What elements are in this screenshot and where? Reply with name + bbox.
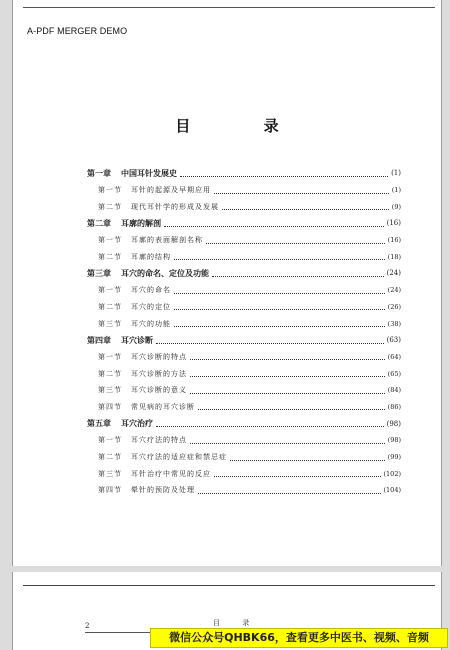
entry-title: 耳穴诊断的特点 bbox=[131, 352, 187, 361]
dot-leader bbox=[156, 343, 384, 344]
dot-leader bbox=[222, 209, 389, 210]
entry-label bbox=[98, 402, 195, 412]
page-number: 2 bbox=[85, 622, 90, 630]
entry-title: 耳廓的解剖 bbox=[121, 217, 161, 228]
entry-number: 第二节 bbox=[98, 369, 122, 378]
dot-leader bbox=[206, 243, 385, 244]
entry-number: 第二节 bbox=[98, 202, 122, 211]
entry-number: 第三节 bbox=[98, 469, 122, 478]
entry-number: 第四章 bbox=[87, 334, 111, 345]
entry-number: 第三章 bbox=[87, 267, 111, 278]
toc-section-entry bbox=[87, 182, 401, 199]
entry-page: (16) bbox=[386, 219, 401, 228]
entry-title: 现代耳针学的形成及发展 bbox=[131, 202, 219, 211]
dot-leader bbox=[174, 326, 385, 327]
entry-label bbox=[98, 469, 211, 479]
entry-number: 第五章 bbox=[87, 418, 111, 429]
entry-page: (98) bbox=[386, 419, 401, 428]
entry-title: 常见病的耳穴诊断 bbox=[131, 402, 195, 411]
dot-leader bbox=[212, 276, 384, 277]
toc-section-entry bbox=[87, 198, 401, 215]
demo-watermark: A-PDF MERGER DEMO bbox=[27, 26, 128, 36]
header-rule bbox=[23, 7, 435, 8]
entry-label bbox=[98, 252, 171, 262]
toc-section-entry bbox=[87, 299, 401, 316]
toc-section-entry bbox=[87, 482, 401, 499]
entry-title: 耳穴的命名 bbox=[131, 286, 171, 295]
entry-label bbox=[98, 485, 195, 495]
toc-section-entry bbox=[87, 399, 401, 416]
dot-leader bbox=[174, 293, 385, 294]
toc-section-entry bbox=[87, 232, 401, 249]
dot-leader bbox=[156, 426, 384, 427]
dot-leader bbox=[230, 460, 385, 461]
entry-page: (24) bbox=[387, 286, 401, 295]
dot-leader bbox=[174, 309, 385, 310]
entry-title: 中国耳针发展史 bbox=[121, 167, 177, 178]
entry-page: (98) bbox=[387, 436, 401, 445]
table-of-contents bbox=[87, 165, 401, 499]
entry-page: (38) bbox=[387, 319, 401, 328]
entry-label bbox=[87, 335, 153, 346]
entry-number: 第三节 bbox=[98, 386, 122, 395]
entry-label bbox=[98, 302, 171, 312]
dot-leader bbox=[174, 259, 385, 260]
entry-page: (86) bbox=[387, 402, 401, 411]
dot-leader bbox=[198, 493, 381, 494]
toc-section-entry bbox=[87, 349, 401, 366]
entry-number: 第一节 bbox=[98, 436, 122, 445]
entry-title: 耳穴诊断的意义 bbox=[131, 386, 187, 395]
entry-number: 第一节 bbox=[98, 352, 122, 361]
header-rule bbox=[23, 585, 435, 586]
entry-page: (99) bbox=[387, 453, 401, 462]
toc-section-entry bbox=[87, 382, 401, 399]
entry-title: 耳穴的功能 bbox=[131, 319, 171, 328]
entry-page: (102) bbox=[383, 469, 401, 478]
dot-leader bbox=[190, 443, 385, 444]
entry-page: (9) bbox=[391, 202, 401, 211]
toc-chapter-entry bbox=[87, 165, 401, 182]
entry-label bbox=[87, 268, 209, 279]
entry-number: 第二节 bbox=[98, 453, 122, 462]
entry-label bbox=[98, 352, 187, 362]
dot-leader bbox=[214, 193, 389, 194]
entry-page: (16) bbox=[387, 236, 401, 245]
entry-number: 第三节 bbox=[98, 319, 122, 328]
entry-label bbox=[98, 319, 171, 329]
toc-section-entry bbox=[87, 449, 401, 466]
entry-label bbox=[98, 385, 187, 395]
toc-section-entry bbox=[87, 365, 401, 382]
entry-title: 耳穴治疗 bbox=[121, 418, 153, 429]
dot-leader bbox=[214, 476, 381, 477]
entry-title: 耳针的起源及早期应用 bbox=[131, 186, 211, 195]
promo-banner: 微信公众号QHBK66，查看更多中医书、视频、音频 bbox=[150, 628, 448, 648]
entry-page: (64) bbox=[387, 352, 401, 361]
entry-label bbox=[98, 435, 187, 445]
entry-title: 耳廓的表面解剖名称 bbox=[131, 236, 203, 245]
entry-number: 第二节 bbox=[98, 302, 122, 311]
toc-chapter-entry bbox=[87, 215, 401, 232]
dot-leader bbox=[198, 409, 385, 410]
toc-section-entry bbox=[87, 315, 401, 332]
entry-title: 耳穴诊断 bbox=[121, 334, 153, 345]
entry-label bbox=[98, 235, 203, 245]
entry-page: (26) bbox=[387, 302, 401, 311]
entry-number: 第二章 bbox=[87, 217, 111, 228]
document-page bbox=[12, 0, 442, 566]
entry-number: 第一节 bbox=[98, 186, 122, 195]
entry-title: 耳廓的结构 bbox=[131, 252, 171, 261]
entry-page: (1) bbox=[391, 186, 401, 195]
entry-number: 第一章 bbox=[87, 167, 111, 178]
entry-label bbox=[87, 418, 153, 429]
entry-title: 晕针的预防及处理 bbox=[131, 486, 195, 495]
dot-leader bbox=[190, 393, 385, 394]
toc-chapter-entry bbox=[87, 332, 401, 349]
toc-section-entry bbox=[87, 248, 401, 265]
entry-title: 耳穴疗法的特点 bbox=[131, 436, 187, 445]
entry-page: (104) bbox=[383, 486, 401, 495]
entry-number: 第一节 bbox=[98, 286, 122, 295]
entry-number: 第四节 bbox=[98, 402, 122, 411]
entry-title: 耳穴诊断的方法 bbox=[131, 369, 187, 378]
entry-label bbox=[98, 185, 211, 195]
entry-page: (63) bbox=[386, 336, 401, 345]
entry-label bbox=[98, 285, 171, 295]
entry-label bbox=[87, 168, 177, 179]
entry-title: 耳穴疗法的适应症和禁忌症 bbox=[131, 453, 227, 462]
toc-chapter-entry bbox=[87, 265, 401, 282]
entry-page: (65) bbox=[387, 369, 401, 378]
running-title: 目 录 bbox=[213, 619, 260, 627]
toc-section-entry bbox=[87, 465, 401, 482]
dot-leader bbox=[190, 376, 385, 377]
entry-title: 耳穴的命名、定位及功能 bbox=[121, 267, 209, 278]
entry-title: 耳穴的定位 bbox=[131, 302, 171, 311]
entry-label bbox=[87, 218, 161, 229]
toc-section-entry bbox=[87, 282, 401, 299]
entry-page: (18) bbox=[387, 252, 401, 261]
dot-leader bbox=[180, 176, 388, 177]
entry-number: 第四节 bbox=[98, 486, 122, 495]
entry-label bbox=[98, 369, 187, 379]
toc-title: 目 录 bbox=[175, 117, 313, 135]
toc-chapter-entry bbox=[87, 415, 401, 432]
entry-number: 第二节 bbox=[98, 252, 122, 261]
entry-label bbox=[98, 452, 227, 462]
toc-section-entry bbox=[87, 432, 401, 449]
dot-leader bbox=[190, 359, 385, 360]
entry-number: 第一节 bbox=[98, 236, 122, 245]
entry-title: 耳针治疗中常见的反应 bbox=[131, 469, 211, 478]
entry-page: (1) bbox=[391, 169, 401, 178]
dot-leader bbox=[164, 226, 384, 227]
entry-page: (24) bbox=[386, 269, 401, 278]
entry-label bbox=[98, 202, 219, 212]
entry-page: (84) bbox=[387, 386, 401, 395]
